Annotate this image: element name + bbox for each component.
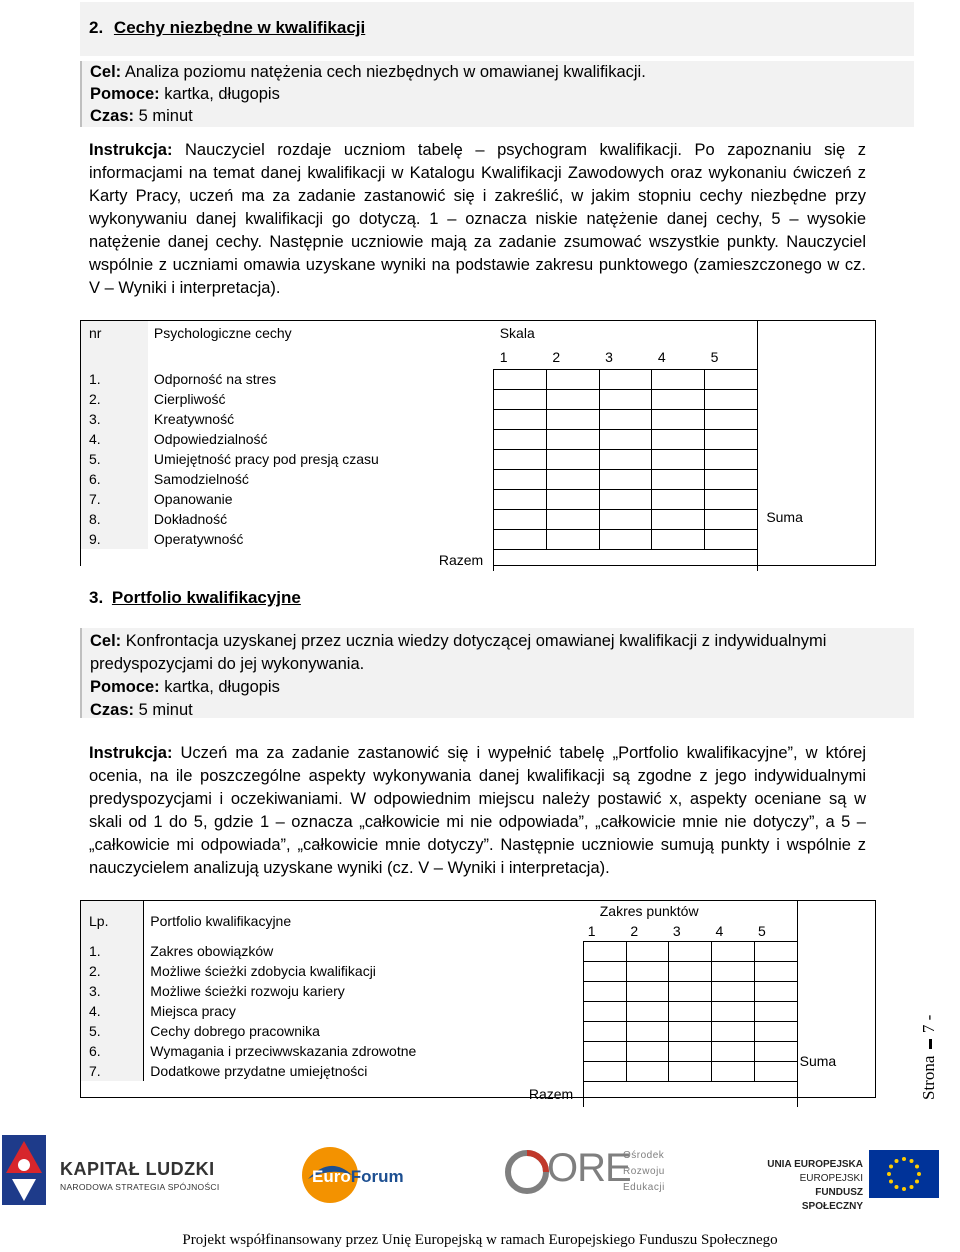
- kapital-ludzki-icon: [2, 1135, 50, 1205]
- razem-total-cell[interactable]: [584, 1081, 797, 1107]
- section-2-info-box: [80, 61, 914, 127]
- col-header-nr: nr: [81, 321, 148, 345]
- rating-cell[interactable]: [494, 489, 547, 509]
- suma-cell: [797, 901, 874, 1107]
- rating-cell[interactable]: [546, 389, 599, 409]
- row-name: Cierpliwość: [148, 389, 494, 409]
- rating-cell[interactable]: [711, 961, 754, 981]
- razem-label: Razem: [81, 1081, 584, 1107]
- table-row: [81, 389, 874, 409]
- rating-cell[interactable]: [494, 469, 547, 489]
- rating-cell[interactable]: [494, 389, 547, 409]
- rating-cell[interactable]: [652, 449, 705, 469]
- eu-sub-2: FUNDUSZ SPOŁECZNY: [801, 1187, 863, 1212]
- col-header-lp: Lp.: [81, 901, 144, 941]
- rating-cell[interactable]: [626, 981, 669, 1001]
- rating-cell[interactable]: [599, 509, 652, 529]
- table-row: [81, 509, 874, 529]
- rating-cell[interactable]: [626, 941, 669, 961]
- rating-cell[interactable]: [669, 1061, 712, 1081]
- cel-text: Konfrontacja uzyskanej przez ucznia wiedzy dotyczącej omawianej kwalifikacji z indywidualnymi predyspozycjami do jej wykonywania.: [90, 632, 827, 673]
- scale-2: 2: [546, 345, 599, 369]
- suma-label: Suma: [799, 1053, 837, 1069]
- rating-cell[interactable]: [626, 1001, 669, 1021]
- table-row: [81, 409, 874, 429]
- table-row: [81, 1061, 874, 1081]
- row-nr: 8.: [81, 509, 148, 529]
- section-3-info-box: [80, 628, 914, 718]
- row-nr: 5.: [81, 1021, 144, 1041]
- table-row: [81, 1001, 874, 1021]
- kapital-ludzki-title: KAPITAŁ LUDZKI: [60, 1159, 215, 1179]
- table-row: [81, 941, 874, 961]
- row-nr: 4.: [81, 429, 148, 449]
- rating-cell[interactable]: [584, 941, 627, 961]
- row-name: Kreatywność: [148, 409, 494, 429]
- rating-cell[interactable]: [584, 981, 627, 1001]
- instr-text: Uczeń ma za zadanie zastanowić się i wypełnić tabelę „Portfolio kwalifikacyjne”, w której ocenia, na ile poszczególne aspekty wykonywania danej kwalifikacji są zgodne z jego indywidualnymi predyspozycjami i oczekiwaniami. W odpowiednim miejscu należy postawić x, aspekty oceniane są w skali od 1 do 5, gdzie 1 – oznacza „całkowicie mi nie odpowiada”, „całkowicie mnie nie dotyczy”, a 5 – „całkowicie mi odpowiada”, „całkowicie mnie dotyczy”. Następnie uczniowie sumują punkty i wspólnie z nauczycielem analizują uzyskane wyniki (cz. V – Wyniki i interpretacja).: [89, 744, 866, 877]
- row-nr: 5.: [81, 449, 148, 469]
- rating-cell[interactable]: [705, 509, 758, 529]
- rating-cell[interactable]: [705, 489, 758, 509]
- row-nr: 7.: [81, 489, 148, 509]
- rating-cell[interactable]: [599, 409, 652, 429]
- row-name: Umiejętność pracy pod presją czasu: [148, 449, 494, 469]
- instr-label: Instrukcja:: [89, 744, 173, 762]
- table-row: [81, 1041, 874, 1061]
- section-2-number: 2.: [89, 18, 104, 37]
- ore-icon: [505, 1150, 549, 1194]
- row-nr: 9.: [81, 529, 148, 549]
- eu-title: UNIA EUROPEJSKA: [767, 1159, 863, 1170]
- rating-cell[interactable]: [599, 369, 652, 389]
- row-nr: 3.: [81, 981, 144, 1001]
- row-nr: 7.: [81, 1061, 144, 1081]
- rating-cell[interactable]: [711, 941, 754, 961]
- rating-cell[interactable]: [705, 449, 758, 469]
- czas-label: Czas:: [90, 701, 135, 719]
- row-nr: 4.: [81, 1001, 144, 1021]
- section-2-title: Cechy niezbędne w kwalifikacji: [113, 18, 366, 37]
- row-nr: 2.: [81, 961, 144, 981]
- suma-label: Suma: [766, 509, 803, 525]
- suma-cell: [758, 321, 874, 571]
- ore-text: ORE: [547, 1146, 631, 1190]
- scale-3: 3: [669, 921, 712, 941]
- rating-cell[interactable]: [669, 961, 712, 981]
- rating-cell[interactable]: [711, 1021, 754, 1041]
- section-3-instruction: [89, 742, 866, 880]
- rating-cell[interactable]: [599, 449, 652, 469]
- section-3-number: 3.: [89, 588, 104, 607]
- rating-cell[interactable]: [546, 489, 599, 509]
- row-name: Odpowiedzialność: [148, 429, 494, 449]
- pomoce-text: kartka, długopis: [164, 85, 280, 103]
- table-row: [81, 469, 874, 489]
- rating-cell[interactable]: [652, 409, 705, 429]
- rating-cell[interactable]: [705, 409, 758, 429]
- rating-cell[interactable]: [626, 961, 669, 981]
- portfolio-table: [81, 901, 874, 1107]
- row-name: Dokładność: [148, 509, 494, 529]
- section-3-header: [89, 588, 301, 608]
- rating-cell[interactable]: [669, 1001, 712, 1021]
- scale-1: 1: [494, 345, 547, 369]
- row-name: Dodatkowe przydatne umiejętności: [144, 1061, 584, 1081]
- rating-cell[interactable]: [494, 409, 547, 429]
- rating-cell[interactable]: [626, 1061, 669, 1081]
- footer-logos: [0, 1130, 960, 1210]
- col-header-scale: Zakres punktów: [584, 901, 797, 921]
- rating-cell[interactable]: [711, 1001, 754, 1021]
- instr-text: Nauczyciel rozdaje uczniom tabelę – psychogram kwalifikacji. Po zapoznaniu się z informacjami na temat danej kwalifikacji w Katalogu Kwalifikacji Zawodowych oraz wykonaniu ćwiczeń z Karty Pracy, uczeń ma za zadanie zastanowić się i zakreślić, w jakim stopniu cechy niezbędne przy wykonywaniu danej kwalifikacji go dotyczą. 1 – oznacza niskie natężenie danej cechy, 5 – wysokie natężenie danej cechy. Następnie uczniowie mają za zadanie zsumować wszystkie punkty. Nauczyciel wspólnie z uczniami omawia uzyskane wyniki na podstawie zakresu punktowego (zamieszczonego w cz. V – Wyniki i interpretacja).: [89, 141, 866, 297]
- cel-label: Cel:: [90, 63, 122, 81]
- pomoce-text: kartka, długopis: [164, 678, 280, 696]
- rating-cell[interactable]: [754, 941, 797, 961]
- rating-cell[interactable]: [669, 1041, 712, 1061]
- row-nr: 3.: [81, 409, 148, 429]
- rating-cell[interactable]: [705, 469, 758, 489]
- euroforum-logo: [300, 1145, 430, 1205]
- page-number-label: Strona: [919, 1055, 938, 1100]
- pomoce-label: Pomoce:: [90, 85, 160, 103]
- row-name: Miejsca pracy: [144, 1001, 584, 1021]
- rating-cell[interactable]: [599, 389, 652, 409]
- instr-label: Instrukcja:: [89, 141, 173, 159]
- rating-cell[interactable]: [599, 429, 652, 449]
- rating-cell[interactable]: [652, 389, 705, 409]
- rating-cell[interactable]: [599, 489, 652, 509]
- rating-cell[interactable]: [754, 961, 797, 981]
- razem-label: Razem: [81, 549, 494, 571]
- section-2-instruction: [89, 139, 866, 300]
- rating-cell[interactable]: [711, 1061, 754, 1081]
- czas-label: Czas:: [90, 107, 135, 125]
- row-nr: 6.: [81, 1041, 144, 1061]
- footer-cofinancing-text: Projekt współfinansowany przez Unię Europejską w ramach Europejskiego Funduszu Społecznego: [182, 1232, 778, 1248]
- scale-1: 1: [584, 921, 627, 941]
- col-header-name: Portfolio kwalifikacyjne: [144, 901, 584, 941]
- table-row: [81, 981, 874, 1001]
- rating-cell[interactable]: [584, 1001, 627, 1021]
- rating-cell[interactable]: [652, 469, 705, 489]
- row-nr: 6.: [81, 469, 148, 489]
- rating-cell[interactable]: [652, 529, 705, 549]
- scale-4: 4: [711, 921, 754, 941]
- rating-cell[interactable]: [546, 429, 599, 449]
- rating-cell[interactable]: [652, 509, 705, 529]
- rating-cell[interactable]: [626, 1021, 669, 1041]
- kapital-ludzki-logo: [2, 1135, 232, 1205]
- rating-cell[interactable]: [599, 529, 652, 549]
- rating-cell[interactable]: [494, 529, 547, 549]
- kapital-ludzki-subtitle: NARODOWA STRATEGIA SPÓJNOŚCI: [60, 1182, 220, 1192]
- euro-text: Euro: [312, 1167, 351, 1186]
- rating-cell[interactable]: [584, 1041, 627, 1061]
- rating-cell[interactable]: [494, 429, 547, 449]
- col-header-name: Psychologiczne cechy: [148, 321, 494, 345]
- rating-cell[interactable]: [626, 1041, 669, 1061]
- rating-cell[interactable]: [546, 469, 599, 489]
- ore-line-3: Edukacji: [623, 1182, 665, 1193]
- rating-cell[interactable]: [546, 409, 599, 429]
- row-name: Opanowanie: [148, 489, 494, 509]
- row-name: Cechy dobrego pracownika: [144, 1021, 584, 1041]
- row-name: Zakres obowiązków: [144, 941, 584, 961]
- rating-cell[interactable]: [705, 529, 758, 549]
- czas-text: 5 minut: [138, 701, 193, 719]
- rating-cell[interactable]: [652, 369, 705, 389]
- row-name: Operatywność: [148, 529, 494, 549]
- rating-cell[interactable]: [584, 1021, 627, 1041]
- table-row: [81, 449, 874, 469]
- czas-text: 5 minut: [138, 107, 193, 125]
- eu-flag-icon: [869, 1150, 939, 1198]
- table-row: [81, 489, 874, 509]
- row-nr: 1.: [81, 369, 148, 389]
- rating-cell[interactable]: [754, 1021, 797, 1041]
- page-number-value: 7 -: [919, 1014, 938, 1034]
- table-row: [81, 961, 874, 981]
- rating-cell[interactable]: [546, 529, 599, 549]
- scale-5: 5: [754, 921, 797, 941]
- ore-logo: [505, 1142, 675, 1204]
- forum-text: Forum: [350, 1167, 404, 1186]
- row-name: Wymagania i przeciwwskazania zdrowotne: [144, 1041, 584, 1061]
- pomoce-label: Pomoce:: [90, 678, 160, 696]
- rating-cell[interactable]: [546, 509, 599, 529]
- rating-cell[interactable]: [669, 941, 712, 961]
- rating-cell[interactable]: [711, 1041, 754, 1061]
- row-name: Odporność na stres: [148, 369, 494, 389]
- col-header-scale: Skala: [494, 321, 758, 345]
- scale-4: 4: [652, 345, 705, 369]
- page-number: [905, 1010, 960, 1100]
- rating-cell[interactable]: [669, 1021, 712, 1041]
- rating-cell[interactable]: [652, 489, 705, 509]
- rating-cell[interactable]: [754, 1001, 797, 1021]
- rating-cell[interactable]: [546, 369, 599, 389]
- rating-cell[interactable]: [705, 389, 758, 409]
- row-nr: 1.: [81, 941, 144, 961]
- rating-cell[interactable]: [705, 369, 758, 389]
- row-name: Możliwe ścieżki zdobycia kwalifikacji: [144, 961, 584, 981]
- scale-5: 5: [705, 345, 758, 369]
- rating-cell[interactable]: [711, 981, 754, 1001]
- row-name: Samodzielność: [148, 469, 494, 489]
- table-row: [81, 429, 874, 449]
- rating-cell[interactable]: [652, 429, 705, 449]
- rating-cell[interactable]: [754, 981, 797, 1001]
- rating-cell[interactable]: [494, 449, 547, 469]
- rating-cell[interactable]: [494, 369, 547, 389]
- rating-cell[interactable]: [599, 469, 652, 489]
- rating-cell[interactable]: [546, 449, 599, 469]
- rating-cell[interactable]: [669, 981, 712, 1001]
- scale-2: 2: [626, 921, 669, 941]
- section-2-header: [80, 2, 914, 56]
- cel-text: Analiza poziomu natężenia cech niezbędnych w omawianej kwalifikacji.: [124, 63, 646, 81]
- rating-cell[interactable]: [705, 429, 758, 449]
- row-name: Możliwe ścieżki rozwoju kariery: [144, 981, 584, 1001]
- section-3-title: Portfolio kwalifikacyjne: [111, 588, 301, 607]
- row-nr: 2.: [81, 389, 148, 409]
- ore-line-2: Rozwoju: [623, 1166, 665, 1177]
- eu-sub-1: EUROPEJSKI: [799, 1173, 863, 1184]
- rating-cell[interactable]: [754, 1061, 797, 1081]
- table-row: [81, 369, 874, 389]
- rating-cell[interactable]: [754, 1041, 797, 1061]
- eu-logo: [755, 1148, 945, 1212]
- table-row: [81, 1021, 874, 1041]
- rating-cell[interactable]: [584, 961, 627, 981]
- rating-cell[interactable]: [494, 509, 547, 529]
- rating-cell[interactable]: [584, 1061, 627, 1081]
- scale-3: 3: [599, 345, 652, 369]
- razem-total-cell[interactable]: [494, 549, 758, 571]
- table-row: [81, 529, 874, 549]
- ore-line-1: Ośrodek: [623, 1150, 665, 1161]
- psychogram-table: [81, 321, 874, 571]
- cel-label: Cel:: [90, 632, 122, 650]
